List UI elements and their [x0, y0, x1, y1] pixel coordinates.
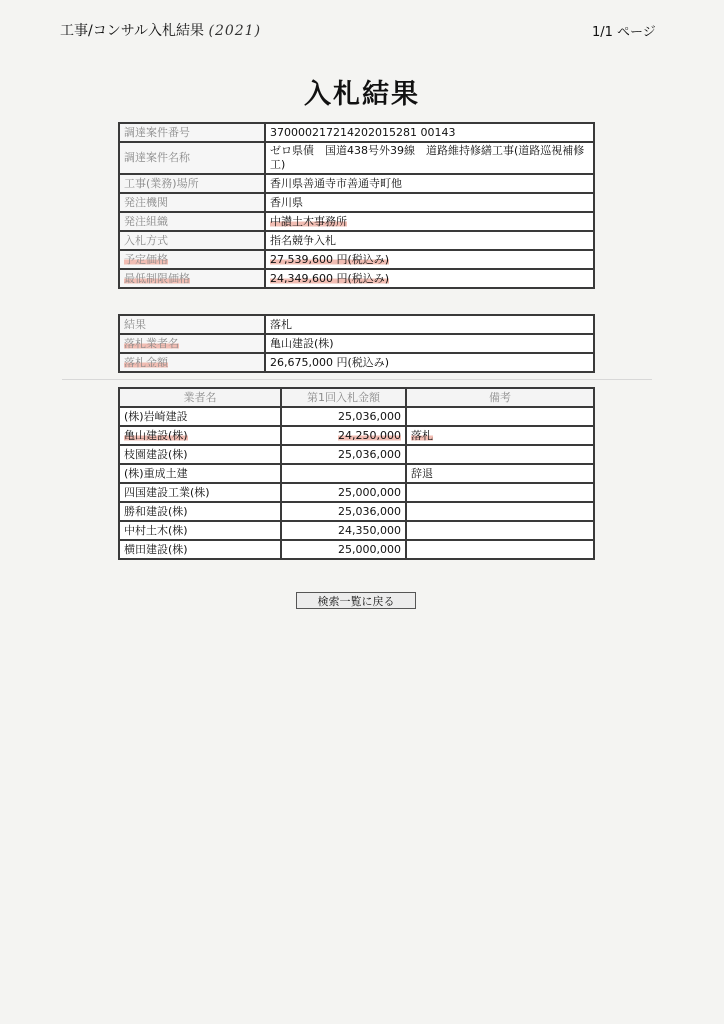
- info-value: [265, 269, 594, 288]
- bid-amount: 25,036,000: [281, 502, 406, 521]
- highlighted-label: 落札金額: [124, 355, 168, 369]
- bid-note: [406, 426, 594, 445]
- bid-amount: [281, 464, 406, 483]
- bid-note: 辞退: [406, 464, 594, 483]
- column-header-bidder: 業者名: [119, 388, 281, 407]
- highlighted-amount: 24,250,000: [338, 428, 401, 442]
- bidders-table: [118, 387, 595, 560]
- highlighted-label: 予定価格: [124, 252, 168, 266]
- page-indicator: 1/1 ページ: [592, 25, 656, 40]
- bid-amount: 25,000,000: [281, 483, 406, 502]
- bid-note: [406, 502, 594, 521]
- document-header-title: 工事/コンサル入札結果: [60, 23, 205, 39]
- info-row-agency: [119, 193, 594, 212]
- info-label: 調達案件番号: [119, 123, 265, 142]
- table-row: [119, 407, 594, 426]
- bid-note: [406, 483, 594, 502]
- info-value: 指名競争入札: [265, 231, 594, 250]
- highlighted-value: 24,349,600 円(税込み): [270, 271, 390, 285]
- highlighted-note: 落札: [411, 428, 433, 442]
- info-row-case-number: [119, 123, 594, 142]
- handwritten-year: (2021): [208, 23, 262, 39]
- result-row-amount: [119, 353, 594, 372]
- table-row: [119, 445, 594, 464]
- result-label: [119, 353, 265, 372]
- result-row-status: [119, 315, 594, 334]
- result-value: 26,675,000 円(税込み): [265, 353, 594, 372]
- info-label: [119, 269, 265, 288]
- highlighted-bidder-name: 亀山建設(株): [124, 428, 188, 442]
- page-title: 入札結果: [304, 79, 420, 110]
- bidder-name: (株)岩崎建設: [119, 407, 281, 426]
- highlighted-label: 最低制限価格: [124, 271, 190, 285]
- divider: [62, 379, 652, 380]
- award-result-table: [118, 314, 595, 373]
- result-value: 亀山建設(株): [265, 334, 594, 353]
- info-row-organization: [119, 212, 594, 231]
- bid-note: [406, 540, 594, 559]
- info-row-location: [119, 174, 594, 193]
- bid-note: [406, 445, 594, 464]
- info-value: ゼロ県債 国道438号外39線 道路維持修繕工事(道路巡視補修工): [265, 142, 594, 174]
- table-row: [119, 521, 594, 540]
- bid-amount: 25,036,000: [281, 445, 406, 464]
- highlighted-value: 27,539,600 円(税込み): [270, 252, 390, 266]
- bid-amount: 25,000,000: [281, 540, 406, 559]
- info-label: 調達案件名称: [119, 142, 265, 174]
- info-row-minimum-price: [119, 269, 594, 288]
- info-value: [265, 212, 594, 231]
- info-label: 工事(業務)場所: [119, 174, 265, 193]
- bidder-name: [119, 426, 281, 445]
- bidder-name: 勝和建設(株): [119, 502, 281, 521]
- info-value: [265, 250, 594, 269]
- column-header-amount: 第1回入札金額: [281, 388, 406, 407]
- project-info-table: [118, 122, 595, 289]
- info-row-bid-method: [119, 231, 594, 250]
- document-header: [60, 20, 261, 40]
- info-row-case-name: [119, 142, 594, 174]
- bidder-name: 横田建設(株): [119, 540, 281, 559]
- info-label: 発注組織: [119, 212, 265, 231]
- bid-note: [406, 407, 594, 426]
- bidders-header-row: [119, 388, 594, 407]
- bidder-name: 中村土木(株): [119, 521, 281, 540]
- bid-amount: [281, 426, 406, 445]
- info-value: 370000217214202015281 00143: [265, 123, 594, 142]
- result-label: 結果: [119, 315, 265, 334]
- bidder-name: 四国建設工業(株): [119, 483, 281, 502]
- bid-amount: 24,350,000: [281, 521, 406, 540]
- result-label: [119, 334, 265, 353]
- result-row-winner: [119, 334, 594, 353]
- info-row-planned-price: [119, 250, 594, 269]
- table-row: [119, 502, 594, 521]
- info-label: 発注機関: [119, 193, 265, 212]
- table-row: [119, 540, 594, 559]
- bid-note: [406, 521, 594, 540]
- bid-amount: 25,036,000: [281, 407, 406, 426]
- table-row: [119, 464, 594, 483]
- table-row: [119, 426, 594, 445]
- bidder-name: 枝園建設(株): [119, 445, 281, 464]
- result-value: 落札: [265, 315, 594, 334]
- info-label: 入札方式: [119, 231, 265, 250]
- column-header-note: 備考: [406, 388, 594, 407]
- info-value: 香川県善通寺市善通寺町他: [265, 174, 594, 193]
- highlighted-value: 中讃土木事務所: [270, 214, 347, 228]
- back-to-search-list-button[interactable]: 検索一覧に戻る: [296, 592, 416, 609]
- highlighted-label: 落札業者名: [124, 336, 179, 350]
- info-label: [119, 250, 265, 269]
- bidder-name: (株)重成土建: [119, 464, 281, 483]
- info-value: 香川県: [265, 193, 594, 212]
- table-row: [119, 483, 594, 502]
